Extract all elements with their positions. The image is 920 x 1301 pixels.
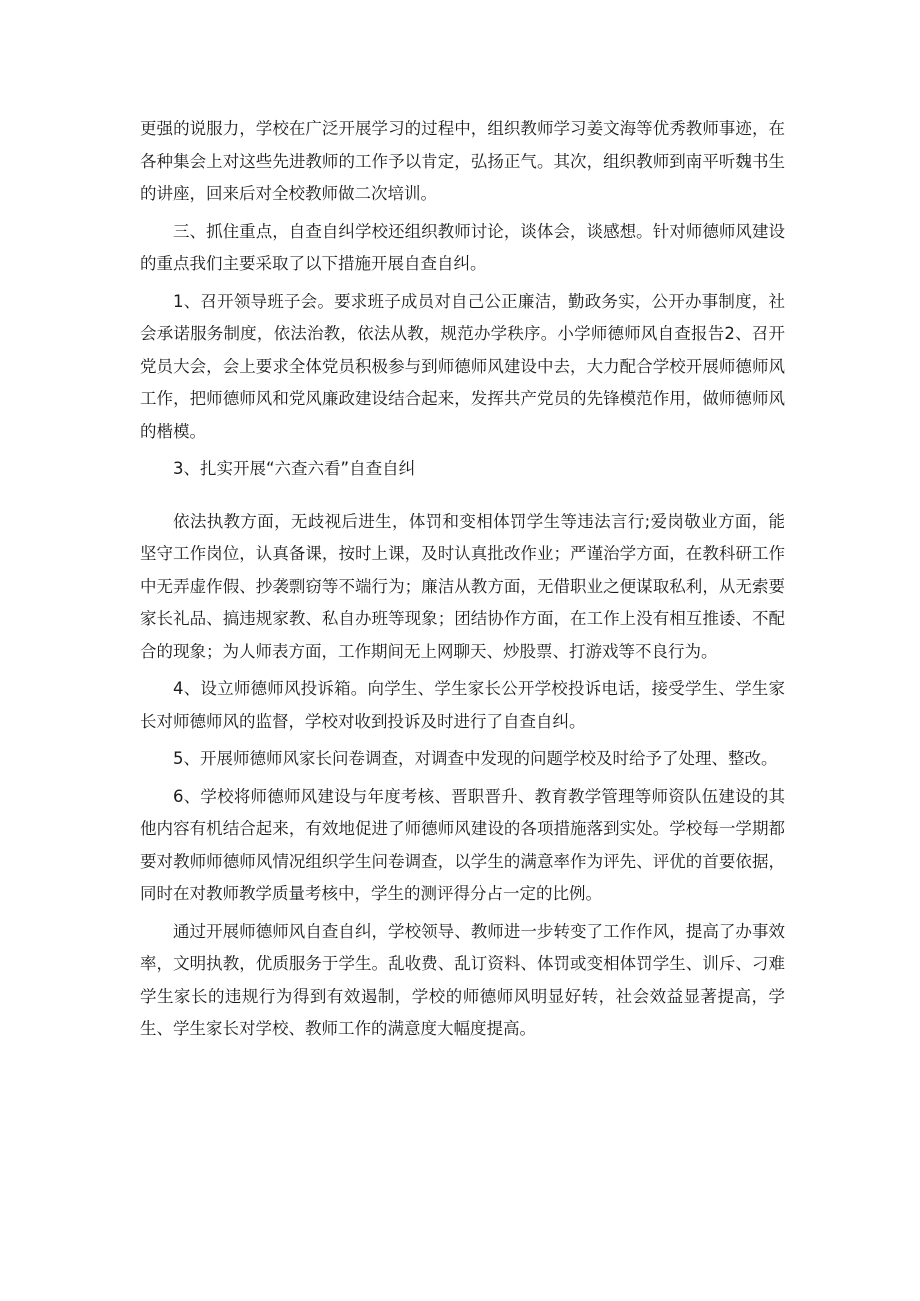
paragraph-section-three: 三、抓住重点，自查自纠学校还组织教师讨论，谈体会，谈感想。针对师德师风建设的重点我们主要采取了以下措施开展自查自纠。 bbox=[140, 221, 785, 273]
paragraph-six-checks: 依法执教方面，无歧视后进生，体罚和变相体罚学生等违法言行;爱岗敬业方面，能坚守工作岗位，认真备课，按时上课，及时认真批改作业；严谨治学方面，在教科研工作中无弄虚作假、抄袭剽窃等不端行为；廉洁从教方面，无借职业之便谋取私利，从无索要家长礼品、搞违规家教、私自办班等现象；团结协作方面，在工作上没有相互推诿、不配合的现象；为人师表方面，工作期间无上网聊天、炒股票、打游戏等不良行为。 bbox=[140, 511, 785, 661]
paragraph-item-six: 6、学校将师德师风建设与年度考核、晋职晋升、教育教学管理等师资队伍建设的其他内容有机结合起来，有效地促进了师德师风建设的各项措施落到实处。学校每一学期都要对教师师德师风情况组织学生问卷调查，以学生的满意率作为评先、评优的首要依据，同时在对教师教学质量考核中，学生的测评得分占一定的比例。 bbox=[140, 786, 785, 903]
paragraph-continuation: 更强的说服力，学校在广泛开展学习的过程中，组织教师学习姜文海等优秀教师事迹，在各种集会上对这些先进教师的工作予以肯定，弘扬正气。其次，组织教师到南平听魏书生的讲座，回来后对全校教师做二次培训。 bbox=[140, 119, 785, 203]
paragraph-item-five: 5、开展师德师风家长问卷调查，对调查中发现的问题学校及时给予了处理、整改。 bbox=[173, 749, 778, 768]
paragraph-item-one-two: 1、召开领导班子会。要求班子成员对自己公正廉洁，勤政务实，公开办事制度，社会承诺服务制度，依法治教，依法从教，规范办学秩序。小学师德师风自查报告2、召开党员大会，会上要求全体党员积极参与到师德师风建设中去，大力配合学校开展师德师风工作，把师德师风和党风廉政建设结合起来，发挥共产党员的先锋模范作用，做师德师风的楷模。 bbox=[140, 291, 785, 441]
document-body bbox=[140, 113, 785, 1051]
paragraph-item-three: 3、扎实开展“六查六看”自查自纠 bbox=[173, 459, 416, 478]
paragraph-conclusion: 通过开展师德师风自查自纠，学校领导、教师进一步转变了工作作风，提高了办事效率，文明执教，优质服务于学生。乱收费、乱订资料、体罚或变相体罚学生、训斥、刁难学生家长的违规行为得到有效遏制，学校的师德师风明显好转，社会效益显著提高，学生、学生家长对学校、教师工作的满意度大幅度提高。 bbox=[140, 921, 785, 1038]
paragraph-item-four: 4、设立师德师风投诉箱。向学生、学生家长公开学校投诉电话，接受学生、学生家长对师德师风的监督，学校对收到投诉及时进行了自查自纠。 bbox=[140, 679, 785, 731]
